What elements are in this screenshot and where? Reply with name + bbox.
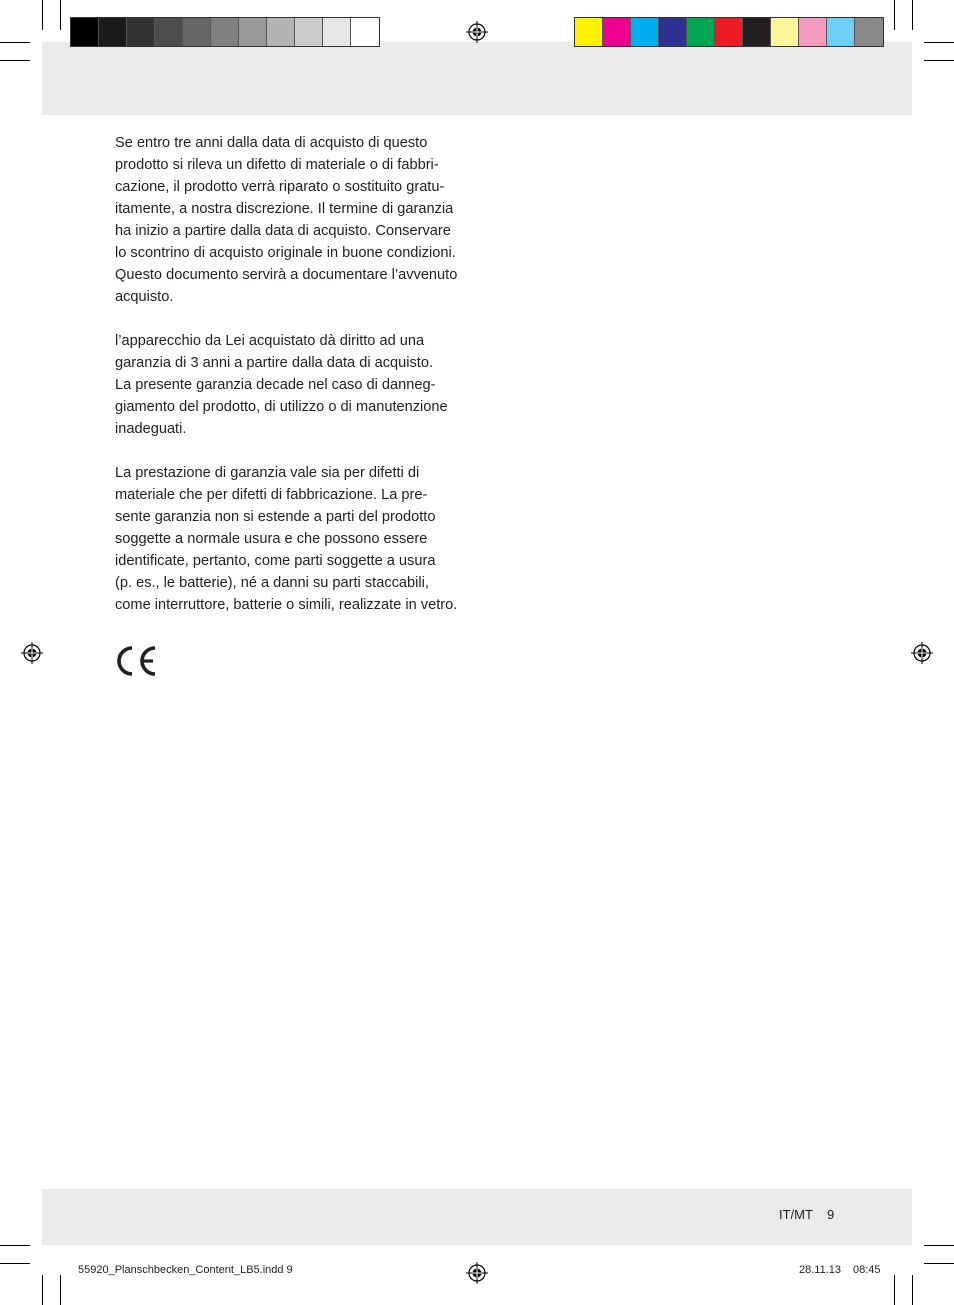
- slug-date: 28.11.13: [799, 1264, 842, 1276]
- registration-mark-bottom-icon: [466, 1262, 488, 1284]
- warranty-paragraph-2: l’apparecchio da Lei acquistato dà diritto ad una garanzia di 3 anni a partire dalla data di acquisto. La presente garanzia decade nel caso di danneg- giamento del prodotto, di utilizzo o di manutenzione inadeguati.: [115, 333, 448, 437]
- grayscale-color-bar: [70, 17, 380, 47]
- crop-mark-top-left-v2: [60, 0, 61, 30]
- color-swatch-9: [799, 18, 827, 46]
- color-swatch-3: [631, 18, 659, 46]
- language-code: IT/MT: [779, 1207, 813, 1222]
- warranty-text: [115, 132, 475, 638]
- color-swatch-5: [687, 18, 715, 46]
- color-swatch-11: [855, 18, 883, 46]
- gray-swatch-8: [267, 18, 295, 46]
- gray-swatch-2: [99, 18, 127, 46]
- crop-mark-bottom-right-v: [912, 1275, 913, 1305]
- slug-time: 08:45: [853, 1264, 881, 1276]
- crop-mark-top-left-h: [0, 42, 30, 43]
- crop-mark-top-left-v: [42, 0, 43, 30]
- slug-filename: 55920_Planschbecken_Content_LB5.indd 9: [78, 1264, 293, 1276]
- gray-swatch-9: [295, 18, 323, 46]
- registration-mark-top-icon: [466, 21, 488, 43]
- crop-mark-bottom-right-v2: [894, 1275, 895, 1305]
- process-color-bar: [574, 17, 884, 47]
- gray-swatch-4: [155, 18, 183, 46]
- crop-mark-top-right-h: [924, 42, 954, 43]
- crop-mark-top-left-h2: [0, 60, 30, 61]
- crop-mark-top-right-h2: [924, 60, 954, 61]
- crop-mark-bottom-left-v2: [60, 1275, 61, 1305]
- warranty-paragraph-1: Se entro tre anni dalla data di acquisto di questo prodotto si rileva un difetto di materiale o di fabbri- cazione, il prodotto verrà riparato o sostituito gratu- itamente, a nostra discrezione. Il termine di garanzia ha inizio a partire dalla data di acquisto. Conservare lo scontrino di acquisto originale in buone condizioni. Questo documento servirà a documentare l’avvenuto acquisto.: [115, 135, 458, 305]
- ce-mark-icon: [113, 644, 159, 678]
- color-swatch-6: [715, 18, 743, 46]
- color-swatch-8: [771, 18, 799, 46]
- gray-swatch-11: [351, 18, 379, 46]
- gray-swatch-10: [323, 18, 351, 46]
- color-swatch-1: [575, 18, 603, 46]
- warranty-paragraph-3: La prestazione di garanzia vale sia per difetti di materiale che per difetti di fabbricazione. La pre- sente garanzia non si estende a parti del prodotto soggette a normale usura e che possono essere identificate, pertanto, come parti soggette a usura (p. es., le batterie), né a danni su parti staccabili, come interruttore, batterie o simili, realizzate in vetro.: [115, 465, 458, 613]
- crop-mark-bottom-left-v: [42, 1275, 43, 1305]
- header-band: [42, 42, 912, 115]
- gray-swatch-7: [239, 18, 267, 46]
- crop-mark-top-right-v2: [894, 0, 895, 30]
- gray-swatch-5: [183, 18, 211, 46]
- crop-mark-top-right-v: [912, 0, 913, 30]
- crop-mark-bottom-right-h2: [924, 1263, 954, 1264]
- gray-swatch-6: [211, 18, 239, 46]
- color-swatch-10: [827, 18, 855, 46]
- registration-mark-right-icon: [911, 642, 933, 664]
- registration-mark-left-icon: [21, 642, 43, 664]
- crop-mark-bottom-right-h: [924, 1245, 954, 1246]
- color-swatch-4: [659, 18, 687, 46]
- crop-mark-bottom-left-h: [0, 1245, 30, 1246]
- color-swatch-2: [603, 18, 631, 46]
- slug-timestamp: [799, 1264, 881, 1276]
- page-footer: [779, 1207, 834, 1222]
- color-swatch-7: [743, 18, 771, 46]
- page-number: 9: [826, 1207, 835, 1222]
- gray-swatch-1: [71, 18, 99, 46]
- gray-swatch-3: [127, 18, 155, 46]
- crop-mark-bottom-left-h2: [0, 1263, 30, 1264]
